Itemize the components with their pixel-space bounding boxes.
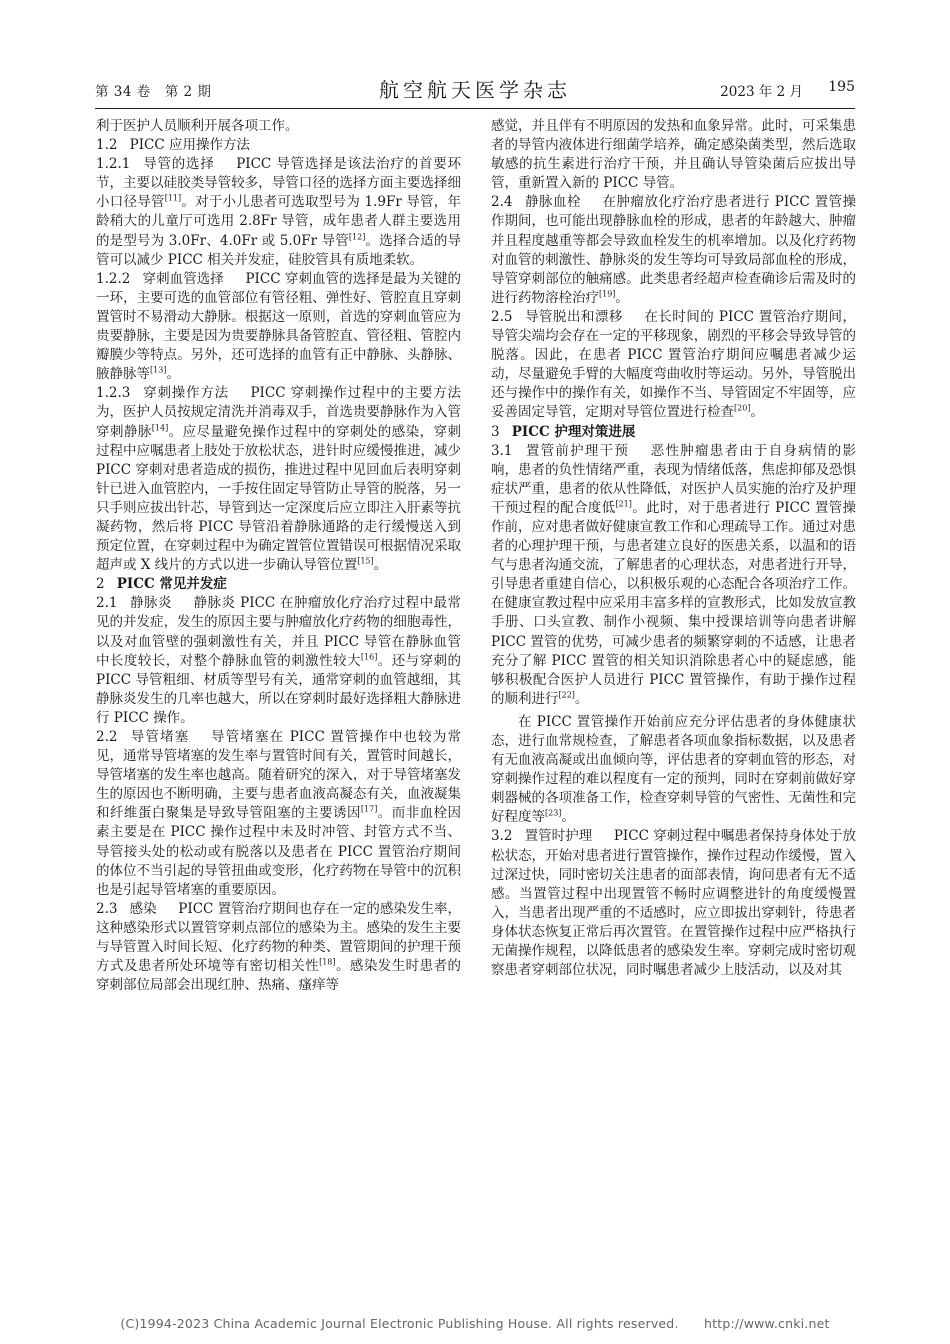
left-column (96, 117, 461, 995)
subsection-number: 1.2.1 (96, 156, 131, 173)
citation-ref: [14] (151, 423, 169, 432)
subsection-title: 穿刺操作方法 (142, 385, 229, 402)
paragraph-text: 。而非血栓因素主要是在 PICC 操作过程中未及时冲管、封管方式不当、导管接头处的松动或有脱落以及患者在 PICC 置管治疗期间的体位不当引起的导管扭曲或变形，化疗药物在导管中的沉积也是引起导管堵塞的重要原因。 (96, 805, 462, 898)
paragraph-text: 感觉，并且伴有不明原因的发热和血象异常。此时，可采集患者的导管内液体进行细菌学培养，确定感染菌类型，然后选取敏感的抗生素进行治疗干预，并且确认导管染菌后应拔出导管，重新置入新的 PICC 导管。 (491, 118, 856, 192)
subsection-title: 导管脱出和漂移 (524, 308, 623, 325)
body-paragraph (491, 713, 856, 828)
subsection-number: 1.2.3 (96, 385, 131, 402)
subsection-title: 置管前护理干预 (524, 442, 630, 459)
paragraph-text: PICC 导管选择是该法治疗的首要环节，主要以硅胶类导管较多，导管口径的选择方面主要选择细小口径导管 (96, 156, 461, 211)
body-paragraph (96, 117, 461, 136)
page-number: 195 (828, 79, 855, 95)
subsection-title: PICC 应用操作方法 (129, 137, 250, 154)
subsection-number: 1.2 (96, 137, 118, 154)
paragraph-text: 。 (166, 366, 180, 383)
paragraph-text: 。 (750, 404, 764, 421)
subsection-title: 静脉炎 (129, 595, 172, 612)
citation-ref: [15] (357, 556, 374, 566)
copyright-footer: (C)1994-2023 China Academic Journal Electronic Publishing House. All rights reserved. http://www.cnki.net (120, 1316, 830, 1331)
paragraph-text: 在长时间的 PICC 置管治疗期间，导管尖端均会存在一定的平移现象，剧烈的平移会导致导管的脱落。因此，在患者 PICC 置管治疗期间应嘱患者减少运动，尽量避免手臂的大幅度弯曲收肘等运动。另外，导管脱出还与操作中的操作有关，如操作不当、导管固定不牢固等，应妥善固定导管，定期对导管位置进行检查 (491, 308, 856, 421)
journal-title: 航空航天医学杂志 (379, 78, 571, 102)
subsection-paragraph (96, 155, 461, 270)
paragraph-text: 。 (561, 809, 575, 826)
paragraph-text: 。 (615, 289, 629, 306)
body-paragraph (491, 117, 856, 193)
subsection-paragraph (96, 384, 461, 575)
subsection-paragraph (96, 270, 461, 385)
subsection-number: 1.2.2 (96, 270, 131, 287)
subsection-title: 导管的选择 (142, 156, 215, 173)
paragraph-text: 在 PICC 置管操作开始前应充分评估患者的身体健康状态，进行血常规检查，了解患者各项血象指标数据，以及患者有无血液高凝或出血倾向等，评估患者的穿刺血管的形态，对穿刺操作过程的难以程度有一定的预判，同时在穿刺前做好穿刺器械的各项准备工作，检查穿刺导管的气密性、无菌性和完好程度等 (491, 713, 856, 826)
subsection-title: 感染 (129, 900, 157, 917)
paragraph-text: 在肿瘤放化疗治疗患者进行 PICC 置管操作期间，也可能出现静脉血栓的形成，患者的年龄越大、肿瘤并且程度越重等都会导致血栓发生的机率增加。以及化疗药物对血管的刺激性、静脉炎的发生等均可导致局部血栓的形成，导管穿刺部位的触痛感。此类患者经超声检查确诊后需及时的进行药物溶栓治疗 (491, 194, 856, 306)
subsection-number: 3.2 (491, 828, 513, 845)
citation-ref: [22] (558, 690, 575, 700)
paragraph-text: 导管堵塞在 PICC 置管操作中也较为常见，通常导管堵塞的发生率与置管时间有关，置管时间越长，导管堵塞的发生率也越高。随着研究的深入，对于导管堵塞发生的原因也不断明确，主要与患者血液高凝态有关，血液凝集和纤维蛋白聚集是导致导管阻塞的主要诱因 (96, 729, 461, 822)
section-heading (96, 575, 461, 594)
paragraph-text: 利于医护人员顺利开展各项工作。 (96, 118, 299, 134)
citation-ref: [20] (734, 403, 751, 413)
paragraph-text: 恶性肿瘤患者由于自身病情的影响，患者的负性情绪严重，表现为情绪低落，焦虑抑郁及恐惧症状严重，患者的依从性降低，对医护人员实施的治疗及护理干预过程的配合度低 (491, 442, 857, 516)
subsection-title: 导管堵塞 (129, 729, 190, 745)
subsection-paragraph (491, 442, 856, 709)
citation-ref: [16] (360, 652, 378, 662)
subsection-paragraph (96, 136, 461, 155)
subsection-paragraph (491, 308, 856, 423)
subsection-paragraph (96, 900, 461, 995)
subsection-title: 穿刺血管选择 (142, 270, 224, 287)
subsection-number: 2.1 (96, 595, 118, 612)
paragraph-text: PICC 穿刺血管的选择是最为关键的一环，主要可选的血管部位有管径粗、弹性好、管腔直且穿刺置管时不易滑动大静脉。根据这一原则，首选的穿刺血管应为贵要静脉，主要是因为贵要静脉具备管腔直、管径粗、管腔内瓣膜少等特点。另外，还可选择的血管有正中静脉、头静脉、腋静脉等 (96, 270, 462, 383)
subsection-paragraph (96, 594, 461, 728)
issue-date: 2023 年 2 月 (720, 84, 803, 100)
right-column (491, 117, 856, 980)
subsection-paragraph (96, 728, 461, 900)
section-number: 2 (96, 576, 105, 593)
paragraph-text: PICC 穿刺操作过程中的主要方法为，医护人员按规定清洗并消毒双手，首选贵要静脉作为入管穿刺静脉 (96, 385, 461, 440)
paragraph-text: PICC 置管治疗期间也存在一定的感染发生率，这种感染形式以置管穿刺点部位的感染为主。感染的发生主要与导管置入时间长短、化疗药物的种类、置管期间的护理干预方式及患者所处环境等有密切相关性 (96, 900, 461, 975)
subsection-number: 3.1 (491, 442, 513, 459)
running-header (95, 70, 855, 109)
citation-ref: [12] (348, 232, 366, 242)
subsection-number: 2.3 (96, 900, 118, 917)
citation-ref: [21] (615, 499, 632, 509)
citation-ref: [11] (164, 193, 182, 203)
paragraph-text: 。感染发生时患者的穿刺部位局部会出现红肿、热痛、瘙痒等 (96, 958, 462, 994)
volume-issue: 第 34 卷 第 2 期 (95, 84, 212, 100)
paragraph-text: 。还与穿刺的 PICC 导管粗细、材质等型号有关，通常穿刺的血管越细，其静脉炎发生的几率也越大，所以在穿刺时最好选择粗大静脉进行 PICC 操作。 (96, 652, 462, 726)
subsection-paragraph (491, 193, 856, 308)
citation-ref: [13] (150, 365, 167, 375)
citation-ref: [23] (545, 808, 562, 818)
paragraph-text: 。此时，对于患者进行 PICC 置管操作前，应对患者做好健康宣教工作和心理疏导工作。通过对患者的心理护理干预，与患者建立良好的医患关系，以温和的语气与患者沟通交流，了解患者的心理状态，对患者进行开导，引导患者重建自信心，以积极乐观的心态配合各项治疗工作。在健康宣教过程中应采用丰富多样的宣教形式，比如发放宣教手册、口头宣教、制作小视频、集中授课培训等向患者讲解 PICC 置管的优势，可减少患者的频繁穿刺的不适感，让患者充分了解 PICC 置管的相关知识消除患者心中的疑虑感，能够积极配合医护人员进行 PICC 置管操作，有助于操作过程的顺利进行 (491, 499, 856, 707)
subsection-number: 2.5 (491, 308, 513, 325)
paragraph-text: 。选择合适的导管可以减少 PICC 相关并发症，硅胶管具有质地柔软。 (96, 232, 461, 268)
subsection-number: 2.4 (491, 194, 513, 211)
citation-ref: [19] (599, 289, 616, 299)
paragraph-text: 。 (373, 557, 388, 574)
subsection-number: 2.2 (96, 729, 118, 745)
citation-ref: [18] (319, 957, 336, 967)
paragraph-text: 。应尽量避免操作过程中的穿刺处的感染，穿刺过程中应嘱患者上肢处于放松状态，进针时应缓慢推进，减少 PICC 穿刺对患者造成的损伤，推进过程中见回血后表明穿刺针已进入血管腔内，一手按住固定导管防止导管的脱落，另一只手则应拔出针芯，导管到达一定深度后应立即注入肝素等抗凝药物，然后将 PICC 导管沿着静脉通路的走行缓慢送入到预定位置，在穿刺过程中为确定置管位置错误可根据情况采取超声或 X 线片的方式以进一步确认导管位置 (96, 423, 462, 574)
paragraph-text: PICC 穿刺过程中嘱患者保持身体处于放松状态，开始对患者进行置管操作，操作过程动作缓慢，置入过深过快，同时密切关注患者的面部表情，询问患者有无不适感。当置管过程中出现置管不畅时应调整进针的角度缓慢置入，当患者出现严重的不适感时，应立即拔出穿刺针，待患者身体状态恢复正常后再次置管。在置管操作过程中应严格执行无菌操作规程，以降低患者的感染发生率。穿刺完成时密切观察患者穿刺部位状况，同时嘱患者减少上肢活动，以及对其 (491, 828, 856, 979)
subsection-title: 置管时护理 (524, 828, 593, 845)
section-title: PICC 护理对策进展 (511, 423, 636, 440)
subsection-paragraph (491, 827, 856, 980)
citation-ref: [17] (360, 804, 378, 814)
section-heading (491, 423, 856, 442)
section-title: PICC 常见并发症 (116, 576, 227, 593)
paragraph-text: 。 (574, 690, 589, 707)
subsection-title: 静脉血栓 (524, 194, 581, 211)
paragraph-text: 静脉炎 PICC 在肿瘤放化疗治疗过程中最常见的并发症，发生的原因主要与肿瘤放化疗药物的细胞毒性，以及对血管壁的强刺激性有关，并且 PICC 导管在静脉血管中长度较长，对整个静脉血管的刺激性较大 (96, 595, 461, 669)
paragraph-text: 。对于小儿患者可选取型号为 1.9Fr 导管，年龄稍大的儿童厅可选用 2.8Fr 导管，成年患者人群主要选用的是型号为 3.0Fr、4.0Fr 或 5.0Fr 导管 (96, 194, 462, 249)
section-number: 3 (491, 423, 500, 440)
